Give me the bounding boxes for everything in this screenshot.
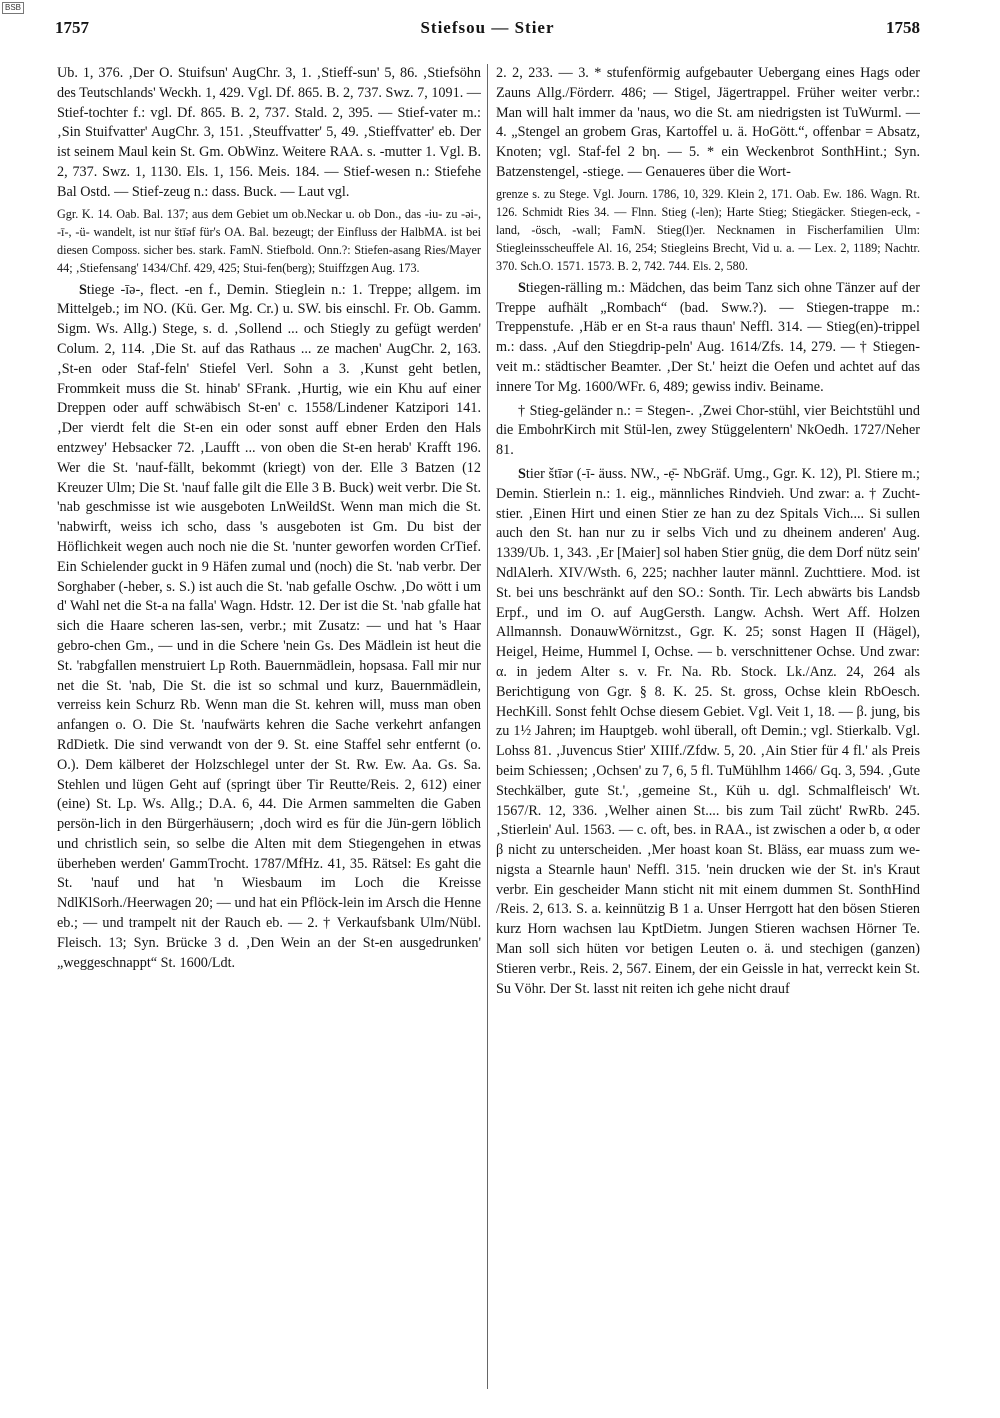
entry-stiegen-ralling: Stiegen-rälling m.: Mädchen, das beim Tanz sich ohne Tänzer auf der Treppe aufhält „Rombach“ (bad. Sww.?). — Stiegen-trappe m.: Treppenstufe. ‚Häb er en St-a raus thaun' Neffl. 314. — Stieg(en)-trippel m.: dass. ‚Auf den Stiegdrip-peln' Aug. 1614/Zfs. 14, 279. — † Stiegen-veit m.: städtischer Beamter. ‚Der St.' heizt die Oefen und achtet auf das innere Tor Mg. 1600/WFr. 6, 489; gewiss indiv. Beiname. [496, 279, 920, 395]
running-headword: Stiefsou — Stier [420, 18, 555, 37]
page-header [55, 18, 920, 44]
entry-stier: Stier štīər (-ī- äuss. NW., -ẹ̄- NbGräf. Umg., Ggr. K. 12), Pl. Stiere m.; Demin. Stierlein n.: 1. eig., männliches Rindvieh. Und zwar: a. † Zucht-stier. ‚Einen Hirt und einen Stier ze han zu dez Spitals Vich.... Si sullen auch den St. han nur zu ir selbs Vich und zu dheinem anderen' Aug. 1339/Ub. 1, 343. ‚Er [Maier] sol haben Stier gnüg, die dem Dorf nütz sein' NdlAlerh. XIV/Wsth. 6, 225; nachher lauter männl. Zuchttiere. Mod. ist St. bei uns beschränkt auf den SO.: Sonth. Tir. Lech abwärts bis Landsb Erpf., und im O. auf AugGersth. Langw. Achsh. Wert Aff. Holzen Allmannsh. DonauwWörnitzst., Ggr. K. 25; sonst Hagen II (Hägel), Heigel, Heime, Hummel I, Ochse. — b. verschnittener Ochse. Und zwar: α. in jedem Alter s. v. Fr. Na. Rb. Stock. Lk./Anz. 24, 264 als Berichtigung von Ggr. § 8. K. 25. St. gross, Ochse klein RbOesch. HechKill. Sonst fehlt Ochse diesem Gebiet. Vgl. Veit 1, 18. — β. jung, bis zu 1½ Jahren; im Hauptgeb. wohl überall, oft Demin.; vgl. Stierkalb. Vgl. Lohss 81. ‚Juvencus Stier' XIIIf./Zfdw. 5, 20. ‚Ain Stier für 4 fl.' als Preis beim Schiessen; ‚Ochsen' zu 7, 6, 5 fl. TuMühlhm 1466/ Gq. 3, 594. ‚Gute Stechkälber, gute St.', ‚gemeine St., Küh u. dgl. Schmalfleisch' Wt. 1567/R. 12, 336. ‚Welher ainen St.... bis zum Tail zücht' RwRb. 245. ‚Stierlein' Aul. 1563. — c. oft, bes. in RAA., ist zwischen a oder b, α oder β nicht zu unterscheiden. ‚Mer hoast koan St. Bläss, ear muass zum we-nigsta a Stearnle haun' Neffl. 315. 'nein drucken wie der St. in's Kraut verbr. Ein gescheider Mann sticht nit mit einem dummen St. SonthHind /Reis. 2, 613. S. a. keinnützig B 1 a. Unser Herrgott hat den bösen Stieren kurz Horn wachsen lau KptDietm. Jungen Stieren wachsen Hörner Te. Man soll sich hüten vor betigen Leuten o. ä. und stechigen (ganzen) Stieren verbr., Reis. 2, 567. Einem, der ein Geissle in hat, verreckt kein St. Su Vöhr. Der St. lasst nit reiten ich gehe nicht drauf [496, 465, 920, 997]
left-small-print: Ggr. K. 14. Oab. Bal. 137; aus dem Gebiet um ob.Neckar u. ob Don., das -iu- zu -əi-, -ī-, -ü- wandelt, ist nur štīəf für's OA. Bal. bezeugt; der Einfluss der HalbMA. ist bei diesen Composs. sicher bes. stark. FamN. Stiefbold. Onn.?: Stiefen-asang Ries/Mayer 44; ‚Stiefensang' 1434/Chf. 429, 425; Stui-fen(berg); Stuiffzgen Aug. 173. [57, 206, 481, 275]
right-column [496, 64, 920, 1389]
page-number-left: 1757 [55, 18, 89, 37]
page-number-right: 1758 [886, 18, 920, 37]
entry-stiege: Stiege -īə-, flect. -en f., Demin. Stieglein n.: 1. Treppe; allgem. im Mittelgeb.; im NO. (Kü. Ger. Mg. Cr.) u. SW. bis einschl. Fr. Ob. Gamm. Sigm. Ws. Allg.) Stege, s. d. ‚Sollend ... och Stiegly zu gefügt werden' Colum. 2, 114. ‚Die St. auf das Rathaus ... ze machen' AugChr. 2, 163. ‚St-en oder Staf-feln' Stiefel Verl. Sohn a 3. ‚Kunst geht betlen, Frommkeit muss die St. hinab' SFrank. ‚Hurtig, wie ein Khu auf einer Dreppen oder auff schwäbisch St-en' c. 1558/Lindener Katzipori 141. ‚Der vierdt felt die St-en ein oder sonst auff ebner Erden den Hals entzwey' Hebsacker 72. ‚Laufft ... von oben die St-en herab' Krafft 196. Wer die St. 'nauf-fällt, bekommt (kriegt) von der. Elle 3 Batzen (12 Kreuzer Ulm; Die St. 'nauf falle gilt die Elle 3 B. Buck) weit verbr. Die St. 'nab geschmisse ist wie ausgeboten LnWeildSt. Wenn man mich die St. 'nabwirft, weiss ich scho, dass 's ausgeboten ist Gm. Du bist der Höflichkeit wegen auch noch nie die St. 'nunter geworfen worden CrTief. Ein Schielender guckt in 9 Häfen zumal und (noch) die St. 'nab verbr. Der Sorghaber (-heber, s. S.) ist auch die St. 'nab gefalle Oschw. ‚Do wött i um d' Wahl net die St-a na falla' Wagn. Hdstr. 12. Der ist die St. 'nab gfalle hat sich die Haare scheren las-sen, verbr.; mit Zusatz: — und hat 's Haar gebro-chen Gm., — und in die Schere 'nein Gs. Des Mädlein ist heut die St. 'rabgfallen menstruiert Lp Roth. Bauernmädlein, hopsasa. Fall mir nur net die St. 'nab, Die St. die ist so schmal und kurz, Bauernmädlein, verreiss kein Schurz Rb. Wenn man die St. kehren will, muss man oben anfangen o. O. Die St. 'naufwärts kehren die Sache verkehrt anfangen RdDietk. Die sind verwandt von der 9. St. eine Staffel sehr entfernt (o. O.). Dem kälberet der Holzschlegel unter der St. Rw. Ew. Aa. Gs. Sa. Stehlen und lügen Geht auf (springt über Tir Reutte/Reis. 2, 612) einer (eine) St. Lp. Ws. Allg.; D.A. 6, 44. Die Armen sammelten die Gaben persön-lich in den Bürgerhäusern; ‚doch wird es für die Jün-gern löblich und christlich sein, so selbe die Alten mit dem Stiegengehen in etwas überheben werden' GammTrocht. 1787/MfHz. 41, 35. Rätsel: Es gaht die St. 'nauf und hat 'n Wiesbaum im Loch die Kreisse NdlKlSorh./Heerwagen 20; — und hat ein Pflöck-lein im Arsch die Henne eb.; — und trampelt nit der Rauch eb. — 2. † Verkaufsbank Ulm/Nübl. Fleisch. 13; Syn. Brücke 3 d. ‚Den Wein an der St-en ausgedrunken' „weggeschnappt“ St. 1600/Ldt. [57, 281, 481, 971]
right-paragraph: 2. 2, 233. — 3. * stufenförmig aufgebauter Uebergang eines Hags oder Zauns Allg./Förderr. 486; — Stigel, Jägertrappel. Früher weiter verbr.: Man will halt immer da 'naus, wo die St. am niedrigsten ist TuWurml. — 4. „Stengel an grobem Gras, Kartoffel u. ä. HoGött.“, offenbar = Absatz, Knoten; vgl. Staf-fel 2 bη. — 5. * ein Weckenbrot SonthHint.; Syn. Batzenstengel, -stiege. — Genaueres über die Wort- [496, 65, 920, 180]
left-paragraph: Ub. 1, 376. ‚Der O. Stuifsun' AugChr. 3, 1. ‚Stieff-sun' 5, 86. ‚Stiefsöhn des Teutschlands' Weckh. 1, 429. Vgl. Df. 865. B. 2, 737. Swz. 7, 1091. — Stief-tochter f.: vgl. Df. 865. B. 2, 737. Stald. 2, 395. — Stief-vater m.: ‚Sin Stuifvatter' AugChr. 3, 151. ‚Steuffvatter' 5, 49. ‚Stieffvatter' eb. Der ist seinem Maul kein St. Gm. ObWinz. Weitere RAA. s. -mutter 1. Vgl. B. 2, 737. Swz. 1, 1130. Els. 1, 156. Meis. 184. — Stief-wesen n.: Stiefehe Bal Ostd. — Stief-zeug n.: dass. Buck. — Laut vgl. [57, 65, 481, 200]
right-small-print: grenze s. zu Stege. Vgl. Journ. 1786, 10, 329. Klein 2, 171. Oab. Ew. 186. Wagn. Rt. 126. Schmidt Ries 34. — Flnn. Stieg (-len); Harte Stieg; Stiegäcker. Stiegen-eck, -land, -ösch, -wall; FamN. Stieg(l)er. Necknamen in Fischerfamilien Ulm: Stiegleinsscheuffele Al. 16, 254; Stiegleins Brecht, Vid u. a. — Lex. 2, 1189; Nachtr. 370. Sch.O. 1571. 1573. B. 2, 742. 744. Els. 2, 580. [496, 186, 920, 273]
corner-stamp: BSB [2, 2, 24, 14]
left-column [57, 64, 481, 1389]
column-divider [487, 64, 488, 1389]
entry-stieg-gelander: † Stieg-geländer n.: = Stegen-. ‚Zwei Chor-stühl, vier Beichtstühl und die EmbohrKirch mit Stül-len, zwey Stüggelentern' NkOedh. 1727/Neher 81. [496, 402, 920, 459]
